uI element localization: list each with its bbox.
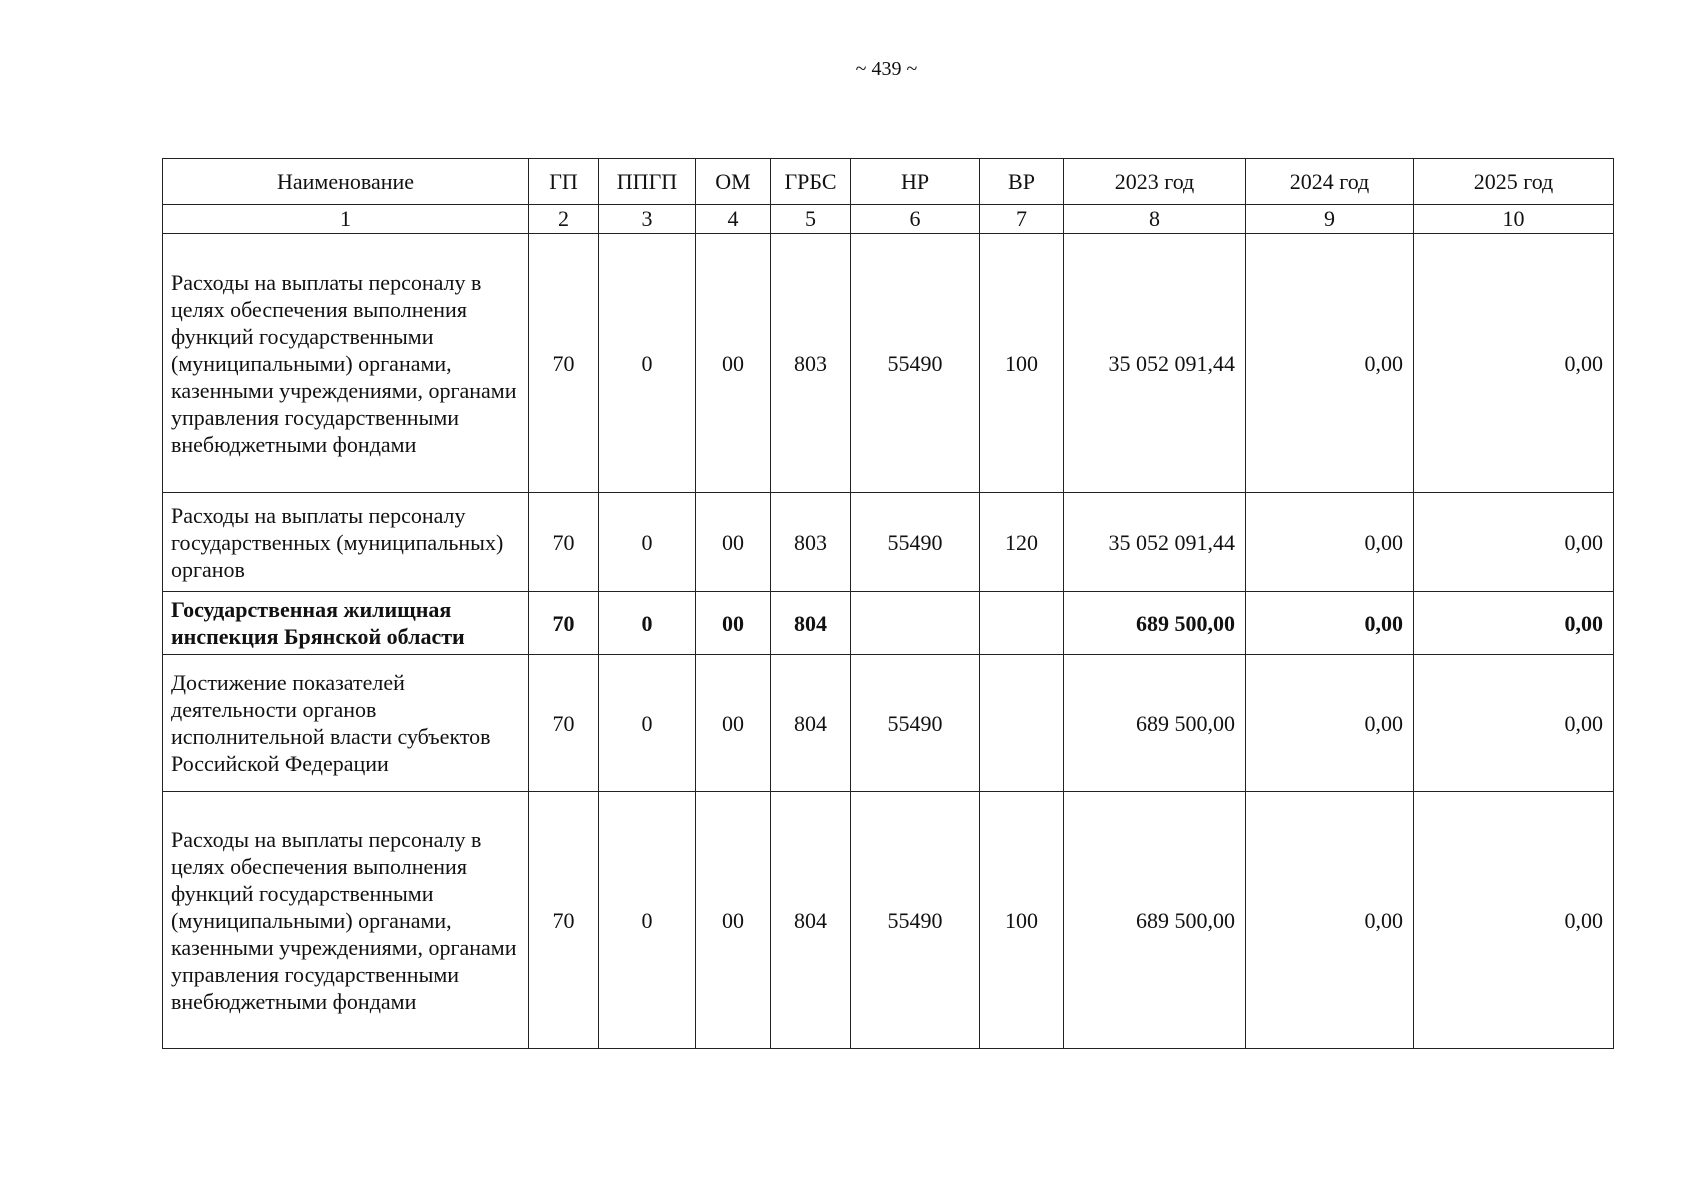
row-2023: 689 500,00 xyxy=(1064,655,1246,792)
header-2023: 2023 год xyxy=(1064,159,1246,205)
row-gp: 70 xyxy=(529,792,599,1049)
column-index: 3 xyxy=(599,205,696,234)
header-nr: НР xyxy=(851,159,980,205)
row-nr: 55490 xyxy=(851,493,980,592)
row-grbs: 804 xyxy=(771,592,851,655)
header-grbs: ГРБС xyxy=(771,159,851,205)
row-gp: 70 xyxy=(529,234,599,493)
row-om: 00 xyxy=(696,792,771,1049)
row-grbs: 803 xyxy=(771,234,851,493)
row-name: Расходы на выплаты персоналу в целях обеспечения выполнения функций государственными (муниципальными) органами, казенными учреждениями, органами управления государственными внебюджетными фондами xyxy=(163,234,529,493)
column-index-row xyxy=(163,205,1614,234)
header-gp: ГП xyxy=(529,159,599,205)
row-gp: 70 xyxy=(529,592,599,655)
row-2024: 0,00 xyxy=(1246,234,1414,493)
row-om: 00 xyxy=(696,234,771,493)
row-2024: 0,00 xyxy=(1246,655,1414,792)
header-2024: 2024 год xyxy=(1246,159,1414,205)
row-nr: 55490 xyxy=(851,792,980,1049)
table-row xyxy=(163,234,1614,493)
column-index: 8 xyxy=(1064,205,1246,234)
row-ppgp: 0 xyxy=(599,655,696,792)
row-2024: 0,00 xyxy=(1246,592,1414,655)
column-index: 2 xyxy=(529,205,599,234)
row-2023: 689 500,00 xyxy=(1064,792,1246,1049)
table-row-bold xyxy=(163,592,1614,655)
row-2025: 0,00 xyxy=(1414,493,1614,592)
row-vr xyxy=(980,655,1064,792)
row-2023: 35 052 091,44 xyxy=(1064,493,1246,592)
column-index: 4 xyxy=(696,205,771,234)
row-gp: 70 xyxy=(529,493,599,592)
row-2023: 689 500,00 xyxy=(1064,592,1246,655)
row-2023: 35 052 091,44 xyxy=(1064,234,1246,493)
column-index: 9 xyxy=(1246,205,1414,234)
page-number: ~ 439 ~ xyxy=(855,58,918,80)
row-vr: 100 xyxy=(980,234,1064,493)
row-om: 00 xyxy=(696,493,771,592)
row-grbs: 804 xyxy=(771,655,851,792)
row-name: Расходы на выплаты персоналу государственных (муниципальных) органов xyxy=(163,493,529,592)
header-vr: ВР xyxy=(980,159,1064,205)
row-vr xyxy=(980,592,1064,655)
row-grbs: 803 xyxy=(771,493,851,592)
row-vr: 120 xyxy=(980,493,1064,592)
column-index: 7 xyxy=(980,205,1064,234)
row-vr: 100 xyxy=(980,792,1064,1049)
row-grbs: 804 xyxy=(771,792,851,1049)
row-om: 00 xyxy=(696,655,771,792)
table-row xyxy=(163,792,1614,1049)
table-row xyxy=(163,655,1614,792)
row-2025: 0,00 xyxy=(1414,792,1614,1049)
column-index: 6 xyxy=(851,205,980,234)
row-name: Расходы на выплаты персоналу в целях обеспечения выполнения функций государственными (муниципальными) органами, казенными учреждениями, органами управления государственными внебюджетными фондами xyxy=(163,792,529,1049)
table-row xyxy=(163,493,1614,592)
row-nr: 55490 xyxy=(851,234,980,493)
header-ppgp: ППГП xyxy=(599,159,696,205)
header-2025: 2025 год xyxy=(1414,159,1614,205)
column-index: 5 xyxy=(771,205,851,234)
row-ppgp: 0 xyxy=(599,792,696,1049)
row-gp: 70 xyxy=(529,655,599,792)
row-ppgp: 0 xyxy=(599,493,696,592)
row-2025: 0,00 xyxy=(1414,234,1614,493)
header-row xyxy=(163,159,1614,205)
row-2025: 0,00 xyxy=(1414,592,1614,655)
row-name: Государственная жилищная инспекция Брянской области xyxy=(163,592,529,655)
row-ppgp: 0 xyxy=(599,592,696,655)
row-nr: 55490 xyxy=(851,655,980,792)
row-2024: 0,00 xyxy=(1246,493,1414,592)
row-om: 00 xyxy=(696,592,771,655)
header-om: ОМ xyxy=(696,159,771,205)
header-name: Наименование xyxy=(163,159,529,205)
column-index: 10 xyxy=(1414,205,1614,234)
row-nr xyxy=(851,592,980,655)
row-name: Достижение показателей деятельности органов исполнительной власти субъектов Российской Федерации xyxy=(163,655,529,792)
budget-table xyxy=(162,158,1614,1049)
row-ppgp: 0 xyxy=(599,234,696,493)
row-2025: 0,00 xyxy=(1414,655,1614,792)
row-2024: 0,00 xyxy=(1246,792,1414,1049)
column-index: 1 xyxy=(163,205,529,234)
